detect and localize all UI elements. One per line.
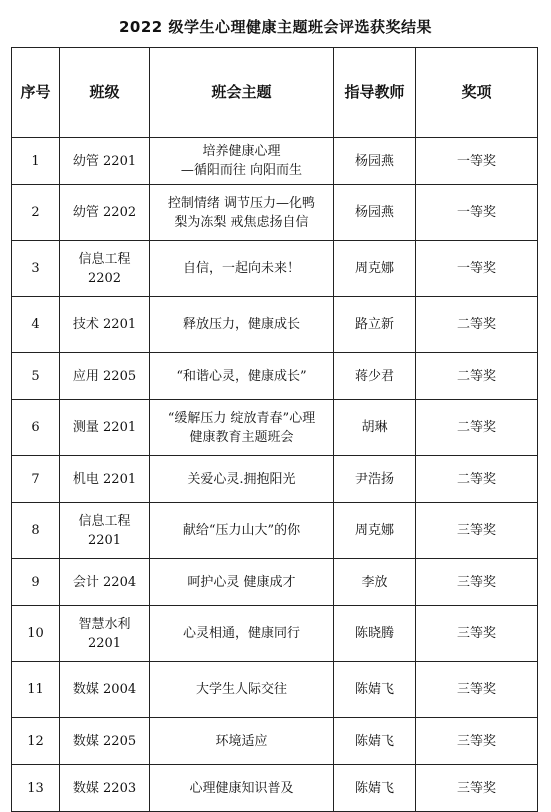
table-row (12, 718, 538, 765)
cell-theme: 大学生人际交往 (150, 662, 334, 718)
table-row (12, 456, 538, 503)
cell-theme: 献给“压力山大”的你 (150, 503, 334, 559)
cell-award: 三等奖 (416, 765, 538, 812)
header-class: 班级 (60, 48, 150, 138)
class-line: 信息工程 (78, 513, 131, 529)
cell-class: 技术 2201 (60, 297, 150, 353)
cell-award: 三等奖 (416, 662, 538, 718)
cell-theme: 呵护心灵 健康成才 (150, 559, 334, 606)
cell-no: 11 (12, 662, 60, 718)
class-line: 2202 (87, 270, 122, 286)
document-title: 2022 级学生心理健康主题班会评选获奖结果 (119, 18, 432, 36)
table-row (12, 559, 538, 606)
cell-teacher: 陈婧飞 (334, 662, 416, 718)
cell-award: 二等奖 (416, 297, 538, 353)
cell-class (60, 241, 150, 297)
cell-award: 一等奖 (416, 241, 538, 297)
cell-no: 7 (12, 456, 60, 503)
cell-no: 1 (12, 138, 60, 185)
table-row (12, 765, 538, 812)
cell-no: 6 (12, 400, 60, 456)
cell-teacher: 蒋少君 (334, 353, 416, 400)
table-row (12, 297, 538, 353)
header-theme: 班会主题 (150, 48, 334, 138)
cell-no: 3 (12, 241, 60, 297)
class-line: 2201 (87, 635, 122, 651)
cell-theme: 心灵相通，健康同行 (150, 606, 334, 662)
cell-theme (150, 185, 334, 241)
cell-class: 数媒 2205 (60, 718, 150, 765)
theme-line: 梨为冻梨 戒焦虑扬自信 (174, 214, 309, 230)
cell-class: 幼管 2202 (60, 185, 150, 241)
cell-award: 二等奖 (416, 400, 538, 456)
cell-class (60, 606, 150, 662)
cell-theme: 心理健康知识普及 (150, 765, 334, 812)
cell-class: 数媒 2004 (60, 662, 150, 718)
theme-line: 控制情绪 调节压力—化鸭 (167, 195, 316, 211)
cell-award: 二等奖 (416, 353, 538, 400)
theme-line: 培养健康心理 (202, 144, 281, 159)
cell-teacher: 周克娜 (334, 241, 416, 297)
cell-teacher: 胡琳 (334, 400, 416, 456)
table-row (12, 606, 538, 662)
cell-class (60, 503, 150, 559)
cell-theme: 释放压力，健康成长 (150, 297, 334, 353)
theme-line: 健康教育主题班会 (189, 429, 294, 445)
cell-award: 一等奖 (416, 138, 538, 185)
theme-line: “缓解压力 绽放青春”心理 (167, 410, 316, 426)
table-header-row (12, 48, 538, 138)
cell-teacher: 杨园燕 (334, 138, 416, 185)
cell-no: 5 (12, 353, 60, 400)
header-award: 奖项 (416, 48, 538, 138)
table-row (12, 662, 538, 718)
cell-no: 12 (12, 718, 60, 765)
cell-class: 幼管 2201 (60, 138, 150, 185)
cell-theme: 自信，一起向未来！ (150, 241, 334, 297)
header-teacher: 指导教师 (334, 48, 416, 138)
cell-award: 三等奖 (416, 606, 538, 662)
cell-award: 二等奖 (416, 456, 538, 503)
class-line: 2201 (87, 532, 122, 548)
cell-teacher: 周克娜 (334, 503, 416, 559)
cell-class: 测量 2201 (60, 400, 150, 456)
awards-table (11, 47, 538, 812)
cell-class: 应用 2205 (60, 353, 150, 400)
cell-theme (150, 400, 334, 456)
class-line: 信息工程 (78, 251, 131, 267)
cell-theme: 关爱心灵.拥抱阳光 (150, 456, 334, 503)
cell-teacher: 陈晓腾 (334, 606, 416, 662)
table-row (12, 241, 538, 297)
cell-theme: “和谐心灵，健康成长” (150, 353, 334, 400)
table-row (12, 503, 538, 559)
cell-award: 三等奖 (416, 503, 538, 559)
cell-no: 10 (12, 606, 60, 662)
cell-teacher: 尹浩扬 (334, 456, 416, 503)
cell-no: 13 (12, 765, 60, 812)
class-line: 智慧水利 (78, 616, 131, 632)
cell-no: 4 (12, 297, 60, 353)
cell-teacher: 路立新 (334, 297, 416, 353)
cell-no: 9 (12, 559, 60, 606)
cell-teacher: 陈婧飞 (334, 765, 416, 812)
cell-class: 机电 2201 (60, 456, 150, 503)
cell-theme: 环境适应 (150, 718, 334, 765)
table-row (12, 185, 538, 241)
cell-class: 会计 2204 (60, 559, 150, 606)
theme-line: —循阳而往 向阳而生 (180, 163, 303, 178)
table-row (12, 400, 538, 456)
cell-theme (150, 138, 334, 185)
cell-award: 三等奖 (416, 718, 538, 765)
header-no: 序号 (12, 48, 60, 138)
cell-class: 数媒 2203 (60, 765, 150, 812)
cell-teacher: 杨园燕 (334, 185, 416, 241)
cell-teacher: 陈婧飞 (334, 718, 416, 765)
cell-no: 2 (12, 185, 60, 241)
cell-teacher: 李放 (334, 559, 416, 606)
cell-no: 8 (12, 503, 60, 559)
cell-award: 一等奖 (416, 185, 538, 241)
table-row (12, 353, 538, 400)
cell-award: 三等奖 (416, 559, 538, 606)
table-row (12, 138, 538, 185)
